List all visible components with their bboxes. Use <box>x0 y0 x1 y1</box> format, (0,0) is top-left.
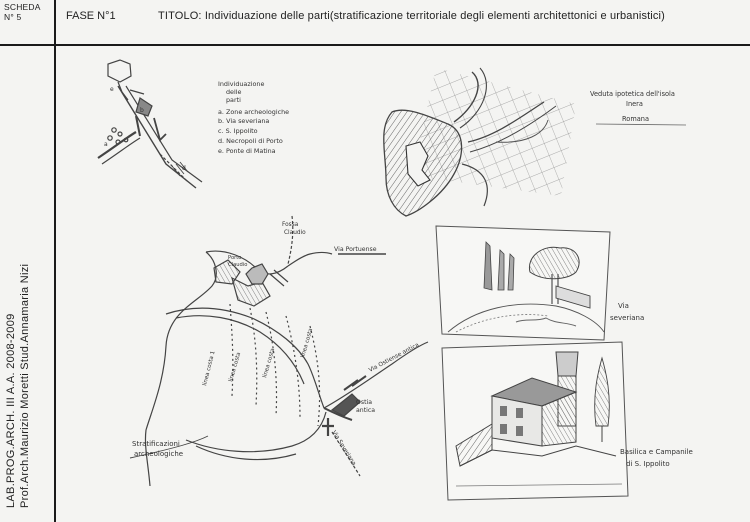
sketch-sheet <box>56 46 750 522</box>
label-ostia-2: antica <box>356 407 376 414</box>
label-porto-claudio-2: Claudio <box>228 262 248 268</box>
label-strat-2: archeologiche <box>134 450 184 458</box>
label-linea-costa-2: linea costa <box>228 351 243 383</box>
label-fossa-1: Fossa <box>282 222 299 228</box>
label-via-ostiense: Via Ostiense antica <box>368 342 421 374</box>
label-ostia-1: Ostia <box>356 399 373 406</box>
perspective-note-2: Inera <box>626 100 643 108</box>
label-strat-1: Stratificazioni <box>132 440 180 448</box>
landscape-caption <box>610 302 644 322</box>
scheda-number: N° 5 <box>4 12 22 22</box>
label-via-portuense: Via Portuense <box>334 246 377 253</box>
perspective-grid-sketch <box>384 68 576 216</box>
map-letter-d: d <box>182 165 186 172</box>
legend-item-c: c. S. Ippolito <box>218 127 258 135</box>
label-linea-costa-3: linea costa <box>262 347 277 379</box>
credit-authors: Prof.Arch.Maurizio Moretti Stud.Annamaria Nizi <box>19 263 31 508</box>
basilica-caption <box>620 448 693 468</box>
legend-title-1: Individuazione <box>218 80 265 88</box>
scheda-title: SCHEDA <box>4 2 41 12</box>
legend-item-b: b. Via severiana <box>218 117 270 125</box>
map-letter-a: a <box>104 141 108 148</box>
perspective-note <box>590 90 686 125</box>
label-porto-claudio-1: Porto <box>228 255 242 261</box>
landscape-sketch <box>436 226 610 340</box>
perspective-note-3: Romana <box>622 115 650 123</box>
sketch-canvas <box>56 46 750 522</box>
credit-course: LAB.PROG.ARCH. III A.A. 2008-2009 <box>5 313 17 508</box>
page-title: TITOLO: Individuazione delle parti(stratificazione territoriale degli elementi architettonici e urbanistici) <box>158 10 665 22</box>
legend-item-d: d. Necropoli di Porto <box>218 137 283 145</box>
site-map-sketch <box>98 60 202 188</box>
perspective-note-1: Veduta ipotetica dell'isola <box>590 90 675 98</box>
legend-title-3: parti <box>226 96 241 104</box>
hexagon-port-mark <box>108 60 131 82</box>
caption-basilica-2: di S. Ippolito <box>626 460 670 468</box>
label-via-severiana: Via Severiana <box>330 429 357 467</box>
legend-item-a: a. Zone archeologiche <box>218 108 290 116</box>
basilica-sketch <box>442 342 628 500</box>
label-linea-costa-1: linea costa 1 <box>202 350 217 387</box>
map-letter-b: b <box>140 107 144 114</box>
caption-via: Via <box>618 302 629 310</box>
scheda-label <box>4 2 41 22</box>
caption-basilica-1: Basilica e Campanile <box>620 448 693 456</box>
caption-severiana: severiana <box>610 314 645 322</box>
fase-label: FASE N°1 <box>66 10 116 22</box>
legend-item-e: e. Ponte di Matina <box>218 147 276 155</box>
label-linea-costa-4: linea costa <box>300 327 315 359</box>
side-credit <box>4 264 32 508</box>
label-fossa-2: Claudio <box>284 230 306 236</box>
legend-block <box>218 80 289 155</box>
legend-title-2: delle <box>226 88 242 96</box>
map-letter-e: e <box>110 86 114 93</box>
